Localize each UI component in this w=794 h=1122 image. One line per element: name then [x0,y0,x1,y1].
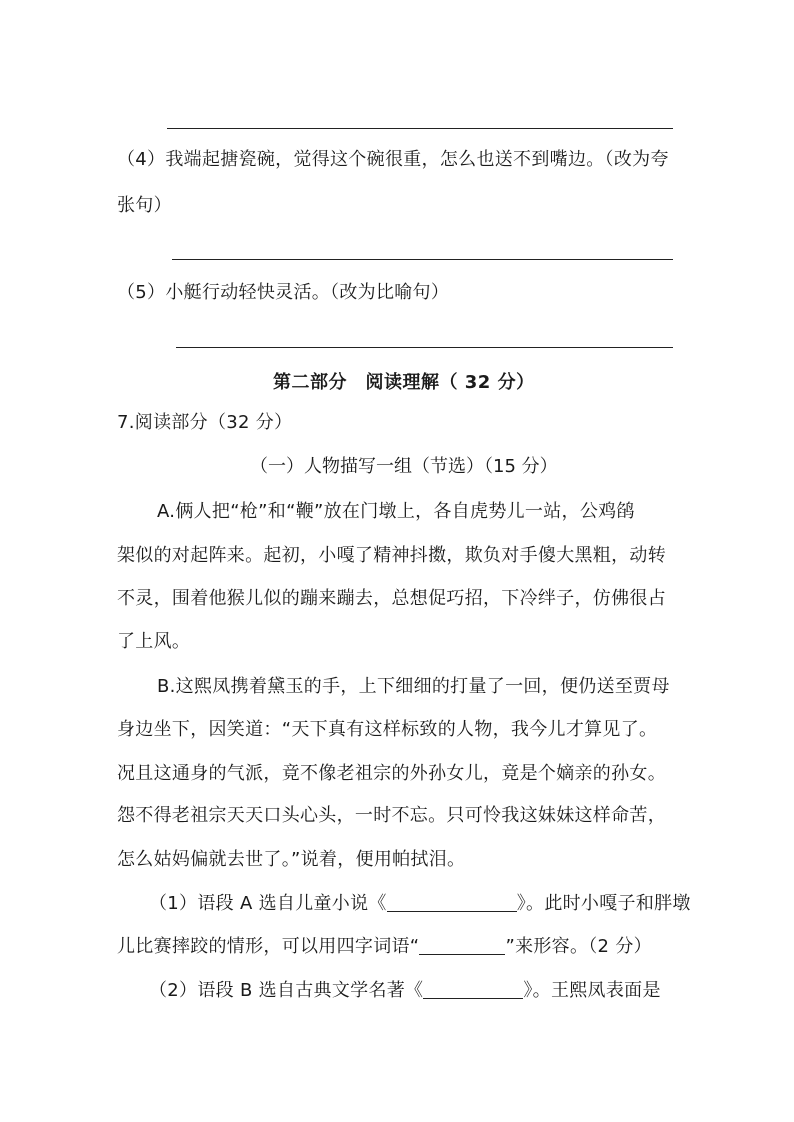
passage-a-line2: 架似的对起阵来。起初，小嘎了精神抖擞，欺负对手傻大黑粗，动转 [117,545,666,566]
sub-question-2-line1 [149,980,661,1001]
sub-question-1-line1 [149,893,691,914]
question7-subheading: （一）人物描写一组（节选）（15 分） [250,456,558,477]
passage-a-line1: A.俩人把“枪”和“鞭”放在门墩上，各自虎势儿一站，公鸡鹐 [157,501,635,522]
sub-question-1-text-d: ”来形容。（2 分） [505,936,652,957]
passage-a-line3: 不灵，围着他猴儿似的蹦来蹦去，总想促巧招，下冷绊子，仿佛很占 [117,588,666,609]
sub-question-2-text-b: 》。王熙凤表面是 [523,980,661,1001]
novel-title-blank[interactable] [387,893,517,912]
answer-line-q5 [176,347,673,348]
q5-line1: （5）小艇行动轻快灵活。（改为比喻句） [117,282,450,303]
classic-title-blank[interactable] [423,980,523,999]
passage-b-line4: 怨不得老祖宗天天口头心头，一时不忘。只可怜我这妹妹这样命苦， [117,805,666,826]
q4-line1: （4）我端起搪瓷碗，觉得这个碗很重，怎么也送不到嘴边。（改为夸 [117,149,669,170]
answer-line-q3 [167,128,673,129]
sub-question-1-text-b: 》。此时小嘎子和胖墩 [516,893,691,914]
section-title: 第二部分 阅读理解（ 32 分） [273,372,535,393]
answer-line-q4 [172,259,673,260]
q4-line2: 张句） [117,195,172,216]
sub-question-2-text-a: （2）语段 B 选自古典文学名著《 [149,980,424,1001]
passage-b-line1: B.这熙凤携着黛玉的手，上下细细的打量了一回，便仍送至贾母 [157,676,670,697]
passage-b-line3: 况且这通身的气派，竟不像老祖宗的外孙女儿，竟是个嫡亲的孙女。 [117,763,666,784]
passage-b-line2: 身边坐下，因笑道：“天下真有这样标致的人物，我今儿才算见了。 [117,719,658,740]
passage-b-line5: 怎么姑妈偏就去世了。”说着，便用帕拭泪。 [117,849,466,870]
sub-question-1-line2 [117,936,652,957]
idiom-blank[interactable] [419,936,505,955]
sub-question-1-text-a: （1）语段 A 选自儿童小说《 [149,893,387,914]
question7-heading: 7.阅读部分（32 分） [117,412,293,433]
sub-question-1-text-c: 儿比赛摔跤的情形，可以用四字词语“ [117,936,420,957]
passage-a-line4: 了上风。 [117,631,191,652]
